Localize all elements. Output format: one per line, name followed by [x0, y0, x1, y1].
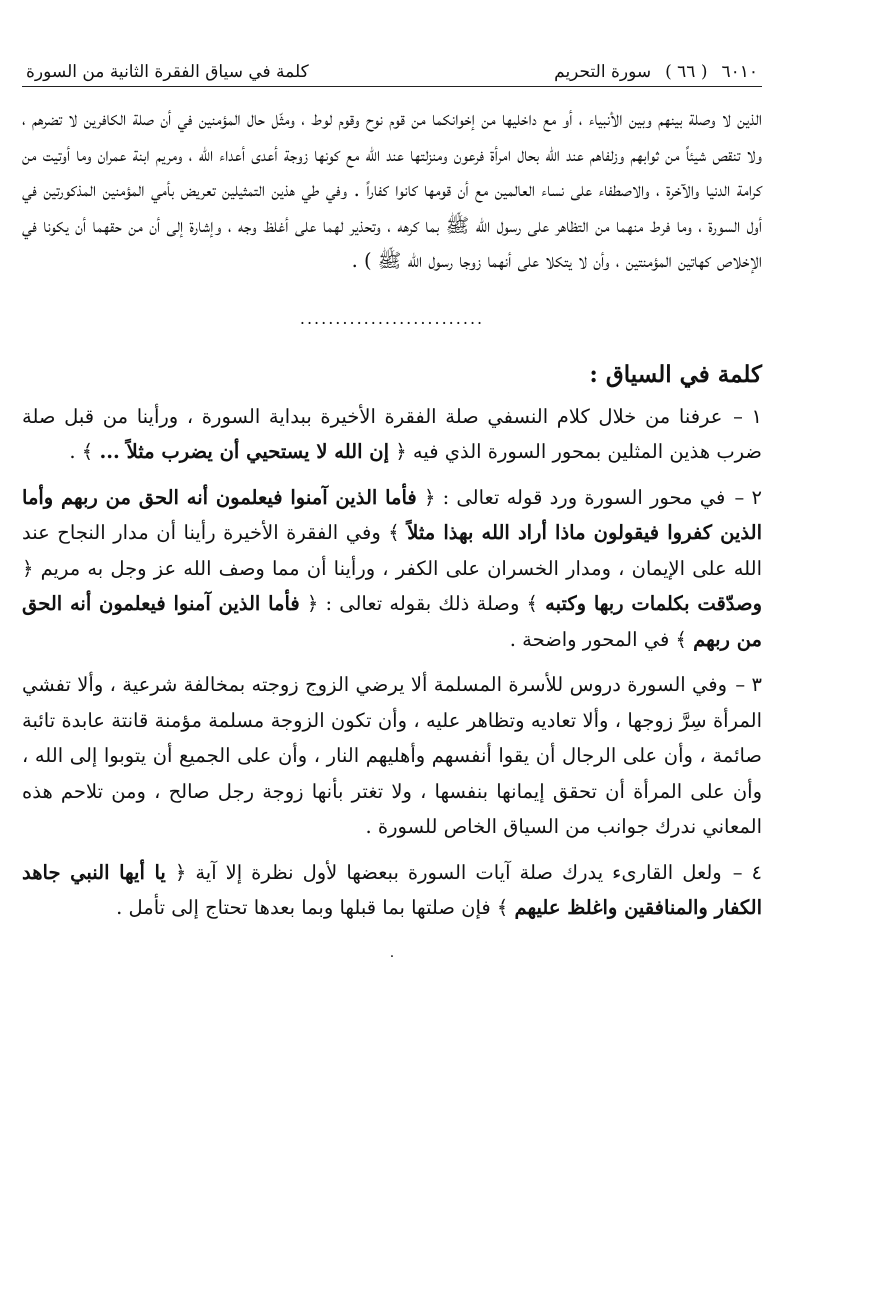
section-heading: كلمة في السياق : — [589, 360, 762, 388]
sura-name: سورة التحريم — [554, 62, 652, 82]
bottom-mark: . — [389, 944, 395, 961]
running-header — [22, 58, 762, 87]
item-text: وفي السورة دروس للأسرة المسلمة ألا يرضي الزوج زوجته بمخالفة شرعية ، وألا تفشي المرأة سِرَّ زوجها ، وألا تعاديه وتظاهر عليه ، وأن تكون الزوجة مسلمة مؤمنة قانتة عابدة تائبة صائمة ، وأن على الرجال أن يقوا أنفسهم وأهليهم النار ، وأن على الجميع أن يتوبوا إلى الله ، وأن على المرأة أن تحقق إيمانها بنفسها ، ولا تغتر بأنها زوجة رجل صالح ، ومن تلاحم هذه المعاني ندرك جوانب من السياق الخاص للسورة . — [22, 673, 762, 838]
item-text: ﴾ فإن صلتها بما قبلها وبما بعدها تحتاج إلى تأمل . — [116, 896, 509, 919]
quran-verse: فأما الذين آمنوا فيعلمون أنه الحق من ربهم — [22, 592, 762, 651]
list-item-4 — [22, 855, 762, 926]
item-number: ٣ – — [735, 673, 762, 696]
item-number: ٤ – — [732, 860, 762, 884]
quran-verse: فأما الذين آمنوا فيعلمون أنه الحق من ربهم وأما الذين كفروا فيقولون ماذا أراد الله بهذا مثلاً — [22, 485, 762, 544]
header-section-title: كلمة في سياق الفقرة الثانية من السورة — [26, 62, 309, 82]
intro-paragraph: الذين لا وصلة بينهم وبين الأنبياء ، أو مع داخليها من إخوانكما من قوم نوح وقوم لوط ، ومثّل حال المؤمنين في أن صلة الكافرين لا تضرهم ، ولا تنقص شيئاً من ثوابهم وزلفاهم عند الله بحال امرأة فرعون ومنزلتها عند الله مع كونها زوجة أعدى أعداء الله ، ومريم ابنة عمران وما أوتيت من كرامة الدنيا والآخرة ، والاصطفاء على نساء العالمين مع أن قومها كانوا كفاراً . وفي طي هذين التمثيلين تعريض بأمي المؤمنين المذكورتين في أول السورة ، وما فرط منهما من التظاهر على رسول الله ﷺ بما كرهه ، وتحذير لهما على أغلظ وجه ، وإشارة إلى أن من حقهما أن يكونا في الإخلاص كهاتين المؤمنتين ، وأن لا يتكلا على أنهما زوجا رسول الله ﷺ ) . — [22, 107, 763, 272]
quran-verse: إن الله لا يستحيي أن يضرب مثلاً ... — [99, 440, 390, 463]
item-number: ١ – — [733, 404, 762, 428]
page-content — [22, 101, 762, 971]
item-number: ٢ – — [734, 485, 762, 509]
separator-dots: .......................... — [299, 308, 485, 328]
list-item-1 — [22, 399, 762, 470]
page-number: ٦٠١٠ — [721, 62, 758, 82]
quran-verse: يا أيها النبي جاهد الكفار والمنافقين واغلظ عليهم — [22, 860, 762, 919]
page — [22, 58, 762, 971]
item-text: ﴾ وصلة ذلك بقوله تعالى : ﴿ — [306, 592, 538, 615]
item-text: ﴾ في المحور واضحة . — [509, 627, 687, 651]
sura-number: ( ٦٦ ) — [665, 62, 708, 82]
item-text: ﴾ وفي الفقرة الأخيرة رأينا أن مدار النجاح عند الله على الإيمان ، ومدار الخسران على الكفر ، ورأينا أن مما وصف الله عز وجل به مريم ﴿ — [22, 521, 762, 580]
list-item-2 — [22, 480, 762, 658]
list-item-3 — [22, 667, 762, 845]
item-text: ولعل القارىء يدرك صلة آيات السورة ببعضها لأول نظرة إلا آية ﴿ — [174, 860, 722, 884]
item-text: في محور السورة ورد قوله تعالى : ﴿ — [423, 485, 726, 509]
item-text: عرفنا من خلال كلام النسفي صلة الفقرة الأخيرة ببداية السورة ، ورأينا من قبل صلة ضرب هذين المثلين بمحور السورة الذي فيه ﴿ — [22, 404, 762, 463]
header-left-group — [554, 62, 758, 82]
item-text: ﴾ . — [69, 440, 94, 463]
quran-verse: وصدّقت بكلمات ربها وكتبه — [545, 592, 763, 615]
